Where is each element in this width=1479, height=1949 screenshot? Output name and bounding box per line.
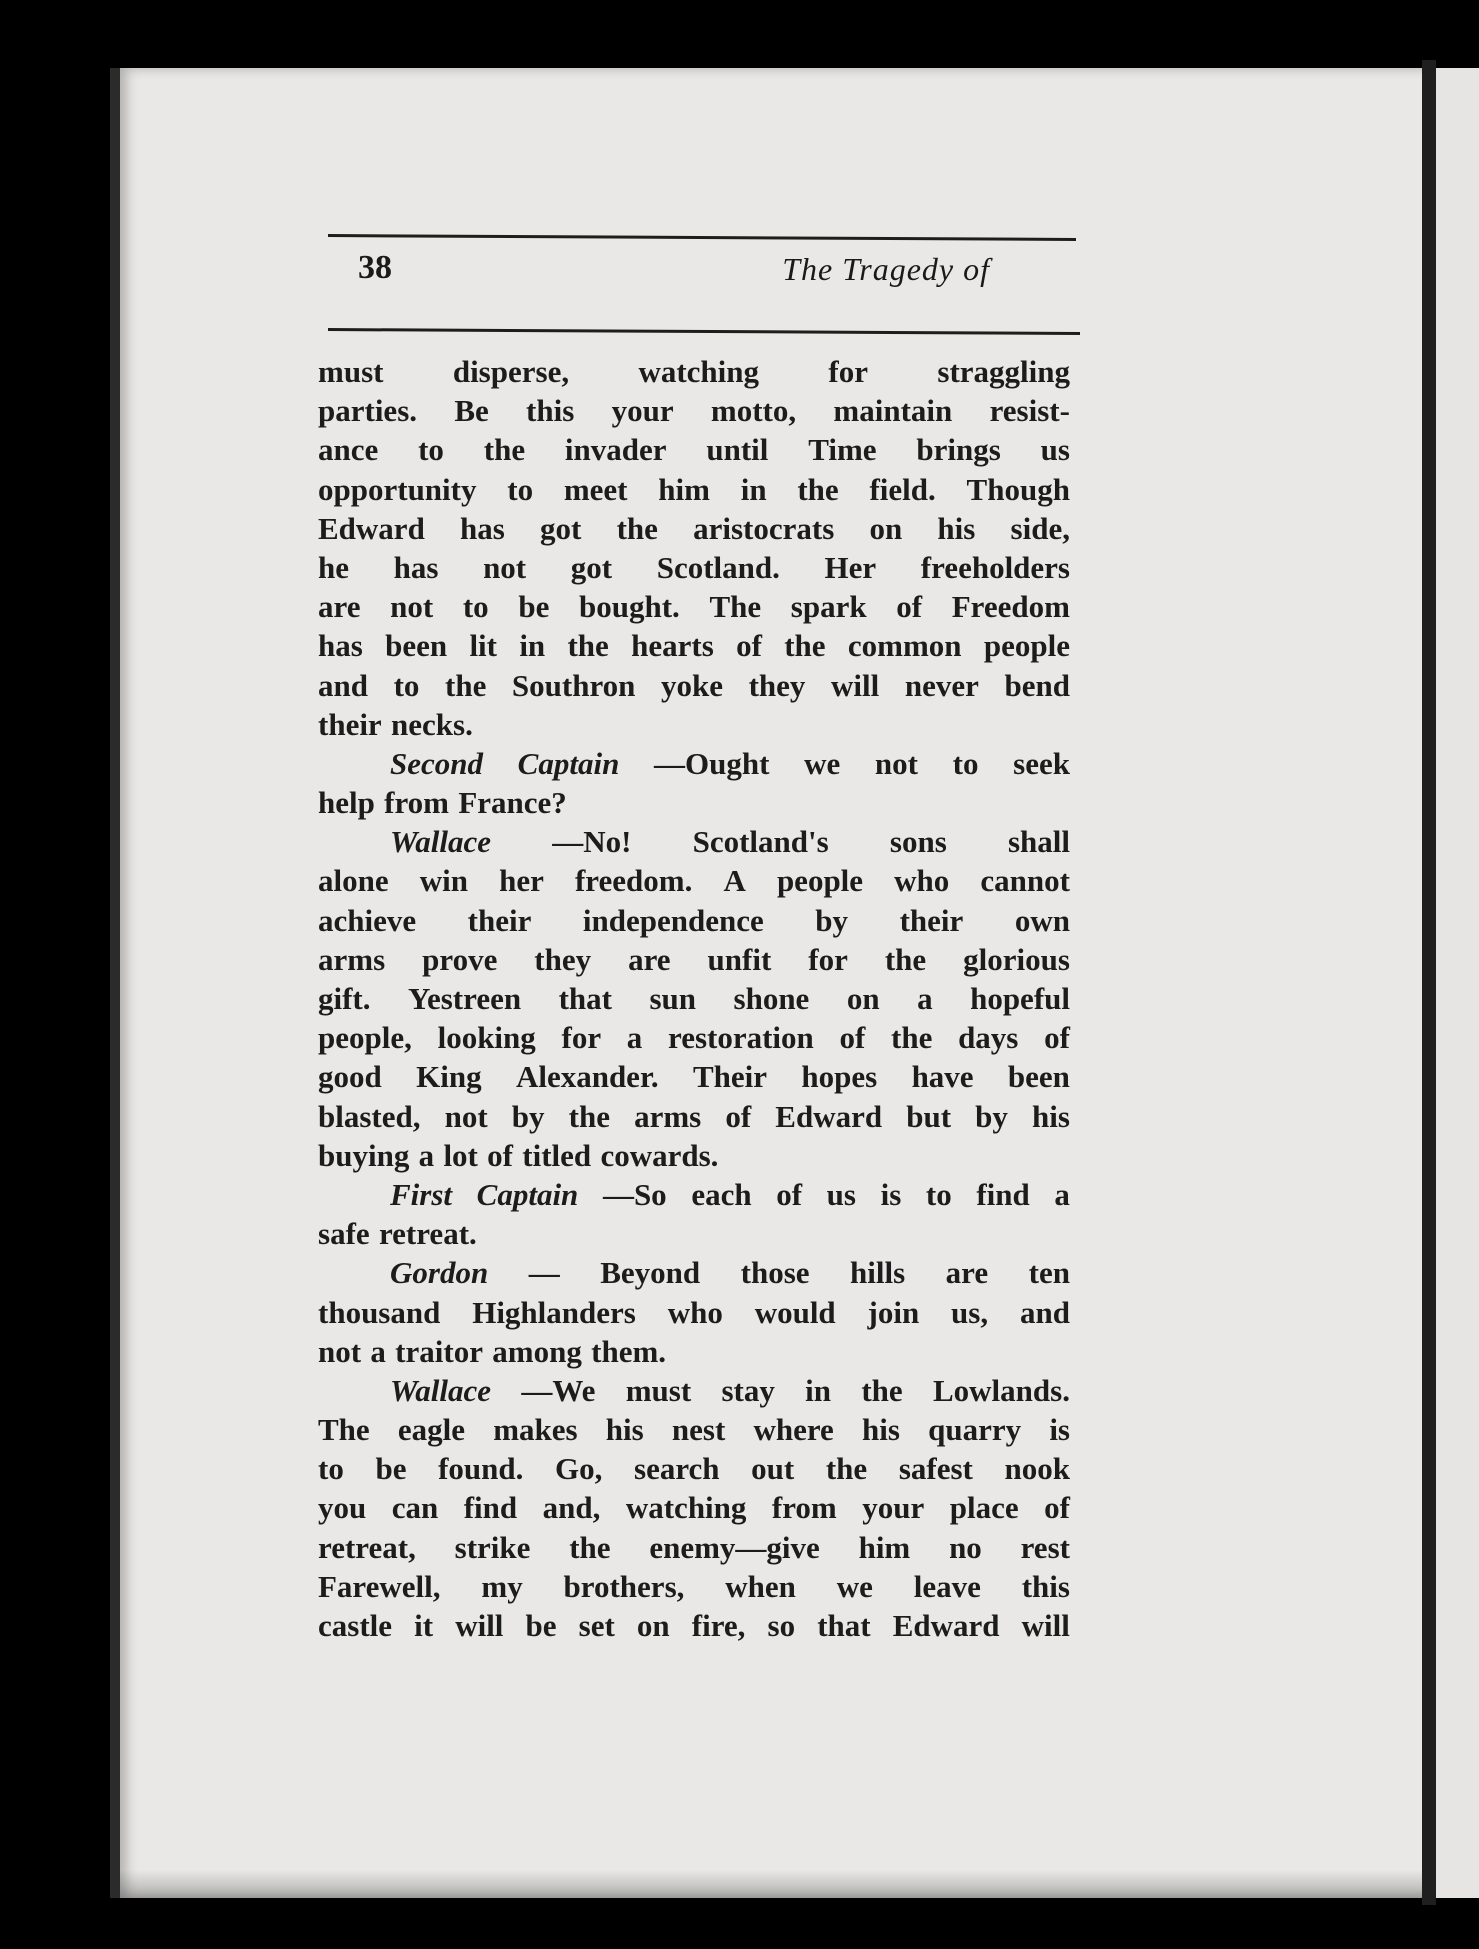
word: lot xyxy=(443,1137,478,1173)
word: he xyxy=(318,549,349,585)
word: prove xyxy=(422,941,498,977)
word: not xyxy=(318,1333,362,1369)
text-line xyxy=(318,1214,1070,1253)
word: their xyxy=(899,902,964,938)
word: his xyxy=(605,1412,644,1448)
text-line xyxy=(318,352,1070,391)
word: by xyxy=(975,1098,1008,1134)
word: never xyxy=(904,667,979,703)
word: us xyxy=(1040,432,1070,468)
word: glorious xyxy=(963,941,1070,977)
word: their xyxy=(467,902,532,938)
word: retreat, xyxy=(318,1529,416,1565)
word: that xyxy=(817,1608,871,1643)
text-line xyxy=(318,979,1070,1018)
word: nook xyxy=(1004,1451,1070,1487)
word: from xyxy=(384,785,450,821)
facing-page-edge xyxy=(1436,68,1479,1898)
word: of xyxy=(776,1176,803,1212)
word: alone xyxy=(318,863,389,899)
word: Captain xyxy=(476,1176,579,1212)
word: necks. xyxy=(391,706,473,742)
text-line xyxy=(318,470,1070,509)
word: watching xyxy=(625,1490,747,1526)
word: maintain xyxy=(833,393,953,429)
word: freeholders xyxy=(920,549,1070,585)
word: who xyxy=(667,1294,723,1330)
word: Be xyxy=(454,393,489,429)
text-line xyxy=(318,1332,1070,1371)
word: Wallace xyxy=(390,1372,492,1408)
word: her xyxy=(499,863,544,899)
word: Time xyxy=(808,432,877,468)
word: they xyxy=(534,941,592,977)
word: your xyxy=(611,393,674,429)
word: field. xyxy=(869,471,936,507)
word: a xyxy=(1054,1176,1070,1212)
word: but xyxy=(906,1098,952,1134)
word: is xyxy=(880,1176,902,1212)
word: so xyxy=(767,1608,796,1643)
word: from xyxy=(771,1490,837,1526)
text-line xyxy=(318,1293,1070,1332)
word: traitor xyxy=(395,1333,483,1369)
word: France? xyxy=(458,785,567,821)
word: makes xyxy=(493,1412,578,1448)
word: Beyond xyxy=(600,1255,701,1291)
word: people xyxy=(983,628,1070,664)
word: to xyxy=(418,432,444,468)
word: sun xyxy=(649,981,697,1016)
word: of xyxy=(839,1020,866,1056)
word: Farewell, xyxy=(318,1568,441,1604)
word: resist- xyxy=(989,393,1070,429)
word: be xyxy=(525,1608,557,1643)
word: be xyxy=(375,1451,407,1487)
text-line xyxy=(318,587,1070,626)
word: looking xyxy=(437,1020,536,1056)
word: leave xyxy=(913,1568,981,1604)
word: has xyxy=(460,510,505,546)
word: people xyxy=(776,863,864,899)
word: days xyxy=(958,1020,1019,1056)
word: lit xyxy=(469,628,497,664)
word: the xyxy=(784,628,826,664)
word: who xyxy=(894,863,950,899)
word: in xyxy=(805,1372,832,1408)
word: in xyxy=(740,471,767,507)
word: Go, xyxy=(555,1451,603,1487)
word: of xyxy=(1044,1490,1070,1526)
word: Edward xyxy=(892,1608,1000,1643)
word: join xyxy=(867,1294,920,1330)
word: Captain xyxy=(517,745,620,781)
word: a xyxy=(626,1020,643,1056)
word: The xyxy=(318,1412,370,1448)
word: Freedom xyxy=(951,589,1070,625)
text-line xyxy=(318,1606,1070,1645)
word: thousand xyxy=(318,1294,441,1330)
word: gift. xyxy=(318,981,371,1016)
word: his xyxy=(862,1412,900,1448)
word: hills xyxy=(850,1255,906,1291)
word: — xyxy=(528,1255,560,1291)
word: of xyxy=(736,628,762,664)
word: Lowlands. xyxy=(932,1372,1070,1408)
word: can xyxy=(391,1490,439,1526)
text-line xyxy=(318,1528,1070,1567)
word: of xyxy=(725,1098,752,1134)
word: strike xyxy=(454,1529,531,1565)
word: spark xyxy=(790,589,867,625)
word: be xyxy=(518,589,550,625)
word: search xyxy=(634,1451,720,1487)
word: each xyxy=(691,1176,752,1212)
text-line xyxy=(318,391,1070,430)
word: buying xyxy=(318,1137,410,1173)
word: retreat. xyxy=(378,1216,477,1252)
word: not xyxy=(390,589,434,625)
word: hopes xyxy=(801,1059,878,1095)
word: their xyxy=(318,706,382,742)
word: achieve xyxy=(318,902,417,938)
word: freedom. xyxy=(574,863,693,899)
word: to xyxy=(393,667,420,703)
word: that xyxy=(558,981,612,1016)
word: my xyxy=(481,1568,523,1604)
word: win xyxy=(419,863,468,899)
word: in xyxy=(519,628,546,664)
word: parties. xyxy=(318,393,418,429)
word: to xyxy=(925,1176,952,1212)
word: —We xyxy=(521,1372,596,1408)
word: to xyxy=(952,745,979,781)
word: been xyxy=(385,628,448,664)
word: Edward xyxy=(318,510,425,546)
word: opportunity xyxy=(318,471,477,507)
word: Wallace xyxy=(390,824,492,860)
word: will xyxy=(1021,1608,1070,1643)
word: them. xyxy=(591,1333,667,1369)
word: and xyxy=(318,667,368,703)
text-line xyxy=(318,1253,1070,1292)
word: the xyxy=(445,667,487,703)
word: and, xyxy=(542,1490,601,1526)
text-line xyxy=(318,1057,1070,1096)
word: the xyxy=(825,1451,868,1487)
word: titled xyxy=(522,1137,592,1173)
word: set xyxy=(578,1608,615,1643)
word: on xyxy=(636,1608,670,1643)
text-line xyxy=(318,1567,1070,1606)
word: rest xyxy=(1020,1529,1070,1565)
word: aristocrats xyxy=(693,510,835,546)
word: are xyxy=(628,941,671,977)
word: him xyxy=(658,471,710,507)
word: own xyxy=(1014,902,1070,938)
word: until xyxy=(706,432,769,468)
word: where xyxy=(753,1412,834,1448)
word: cannot xyxy=(980,863,1070,899)
word: arms xyxy=(634,1098,702,1134)
word: are xyxy=(318,589,361,625)
word: to xyxy=(462,589,489,625)
word: meet xyxy=(563,471,628,507)
word: place xyxy=(949,1490,1019,1526)
word: safest xyxy=(898,1451,973,1487)
word: no xyxy=(949,1529,982,1565)
word: enemy—give xyxy=(649,1529,820,1565)
word: the xyxy=(884,941,927,977)
word: when xyxy=(725,1568,796,1604)
word: restoration xyxy=(668,1020,814,1056)
word: fire, xyxy=(691,1608,746,1643)
word: by xyxy=(815,902,849,938)
word: got xyxy=(540,510,582,546)
word: has xyxy=(318,628,363,664)
word: got xyxy=(570,549,613,585)
word: not xyxy=(483,549,527,585)
word: will xyxy=(455,1608,504,1643)
text-line xyxy=(318,430,1070,469)
word: us xyxy=(826,1176,856,1212)
word: would xyxy=(754,1294,836,1330)
text-line xyxy=(318,1449,1070,1488)
word: is xyxy=(1049,1412,1070,1448)
text-line xyxy=(318,940,1070,979)
word: common xyxy=(847,628,962,664)
word: seek xyxy=(1013,745,1070,781)
word: by xyxy=(511,1098,545,1134)
word: we xyxy=(804,745,841,781)
word: it xyxy=(414,1608,434,1643)
word: Second xyxy=(390,745,483,781)
word: they xyxy=(748,667,806,703)
word: of xyxy=(487,1137,513,1173)
word: the xyxy=(568,1098,610,1134)
word: brothers, xyxy=(563,1568,685,1604)
word: for xyxy=(561,1020,602,1056)
word: has xyxy=(393,549,439,585)
word: not xyxy=(874,745,918,781)
word: Scotland. xyxy=(656,549,780,585)
word: Their xyxy=(692,1059,768,1095)
word: found. xyxy=(438,1451,524,1487)
word: you xyxy=(318,1490,367,1526)
text-line xyxy=(318,1410,1070,1449)
word: the xyxy=(616,510,658,546)
page-header xyxy=(330,245,1070,305)
word: the xyxy=(567,628,609,664)
word: castle xyxy=(318,1608,393,1643)
word: those xyxy=(740,1255,810,1291)
word: stay xyxy=(721,1372,775,1408)
text-line xyxy=(318,1371,1070,1410)
word: shall xyxy=(1007,824,1070,860)
word: bend xyxy=(1004,667,1070,703)
word: First xyxy=(390,1176,453,1212)
word: for xyxy=(808,941,848,977)
text-line xyxy=(318,1097,1070,1136)
word: —No! xyxy=(552,824,632,860)
word: among xyxy=(492,1333,582,1369)
text-line xyxy=(318,626,1070,665)
page-number: 38 xyxy=(358,249,392,286)
word: the xyxy=(891,1020,933,1056)
word: Gordon xyxy=(390,1255,489,1291)
word: Yestreen xyxy=(408,981,522,1016)
word: arms xyxy=(318,941,386,977)
word: the xyxy=(797,471,839,507)
word: not xyxy=(444,1098,488,1134)
word: his xyxy=(1032,1098,1070,1134)
word: side, xyxy=(1010,510,1070,546)
word: a xyxy=(418,1137,435,1173)
word: for xyxy=(828,354,868,389)
word: been xyxy=(1007,1059,1070,1095)
text-line xyxy=(318,1136,1070,1175)
word: hearts xyxy=(631,628,714,664)
word: unfit xyxy=(707,941,772,977)
word: the xyxy=(861,1372,903,1408)
word: us, xyxy=(951,1294,989,1330)
word: invader xyxy=(564,432,667,468)
book-spine-edge xyxy=(1422,60,1436,1905)
word: nest xyxy=(671,1412,726,1448)
word: straggling xyxy=(937,354,1070,389)
word: of xyxy=(1044,1020,1070,1056)
word: on xyxy=(869,510,903,546)
word: Scotland's xyxy=(692,824,829,860)
text-line xyxy=(318,744,1070,783)
text-line xyxy=(318,705,1070,744)
text-line xyxy=(318,509,1070,548)
word: find xyxy=(463,1490,518,1526)
word: of xyxy=(896,589,923,625)
word: —Ought xyxy=(654,745,770,781)
word: and xyxy=(1019,1294,1070,1330)
word: have xyxy=(911,1059,974,1095)
word: on xyxy=(846,981,880,1016)
word: ten xyxy=(1028,1255,1070,1291)
word: yoke xyxy=(661,667,724,703)
word: Alexander. xyxy=(515,1059,659,1095)
text-line xyxy=(318,666,1070,705)
word: shone xyxy=(733,981,810,1016)
word: Though xyxy=(966,471,1070,507)
word: watching xyxy=(638,354,760,389)
body-text xyxy=(318,352,1070,1645)
word: good xyxy=(318,1059,382,1095)
word: the xyxy=(483,432,526,468)
word: to xyxy=(507,471,534,507)
word: —So xyxy=(602,1176,667,1212)
text-line xyxy=(318,901,1070,940)
word: hopeful xyxy=(970,981,1070,1016)
word: out xyxy=(751,1451,795,1487)
text-line xyxy=(318,1175,1070,1214)
word: will xyxy=(831,667,880,703)
text-line xyxy=(318,1488,1070,1527)
word: motto, xyxy=(710,393,797,429)
word: bought. xyxy=(579,589,680,625)
word: are xyxy=(945,1255,989,1291)
word: must xyxy=(318,354,384,389)
word: King xyxy=(416,1059,482,1095)
word: quarry xyxy=(928,1412,1022,1448)
word: cowards. xyxy=(600,1137,719,1173)
word: brings xyxy=(916,432,1001,468)
word: sons xyxy=(889,824,947,860)
word: his xyxy=(937,510,976,546)
word: Edward xyxy=(775,1098,883,1134)
word: people, xyxy=(318,1020,412,1056)
word: your xyxy=(862,1490,925,1526)
text-line xyxy=(318,1018,1070,1057)
word: eagle xyxy=(397,1412,466,1448)
word: find xyxy=(976,1176,1030,1212)
word: him xyxy=(858,1529,911,1565)
word: this xyxy=(1021,1568,1070,1604)
word: we xyxy=(836,1568,873,1604)
word: the xyxy=(569,1529,611,1565)
word: Her xyxy=(824,549,877,585)
word: A xyxy=(723,863,746,899)
word: help xyxy=(318,785,375,821)
word: to xyxy=(318,1451,344,1487)
word: The xyxy=(709,589,762,625)
running-head: The Tragedy of xyxy=(782,251,990,287)
word: Highlanders xyxy=(472,1294,636,1330)
word: must xyxy=(625,1372,692,1408)
word: this xyxy=(526,393,575,429)
word: a xyxy=(917,981,933,1016)
word: safe xyxy=(318,1216,370,1252)
text-line xyxy=(318,548,1070,587)
word: a xyxy=(370,1333,386,1369)
word: blasted, xyxy=(318,1098,421,1134)
word: disperse, xyxy=(452,354,570,389)
word: independence xyxy=(582,902,764,938)
text-line xyxy=(318,861,1070,900)
word: Southron xyxy=(511,667,636,703)
word: ance xyxy=(318,432,379,468)
text-line xyxy=(318,822,1070,861)
text-line xyxy=(318,783,1070,822)
